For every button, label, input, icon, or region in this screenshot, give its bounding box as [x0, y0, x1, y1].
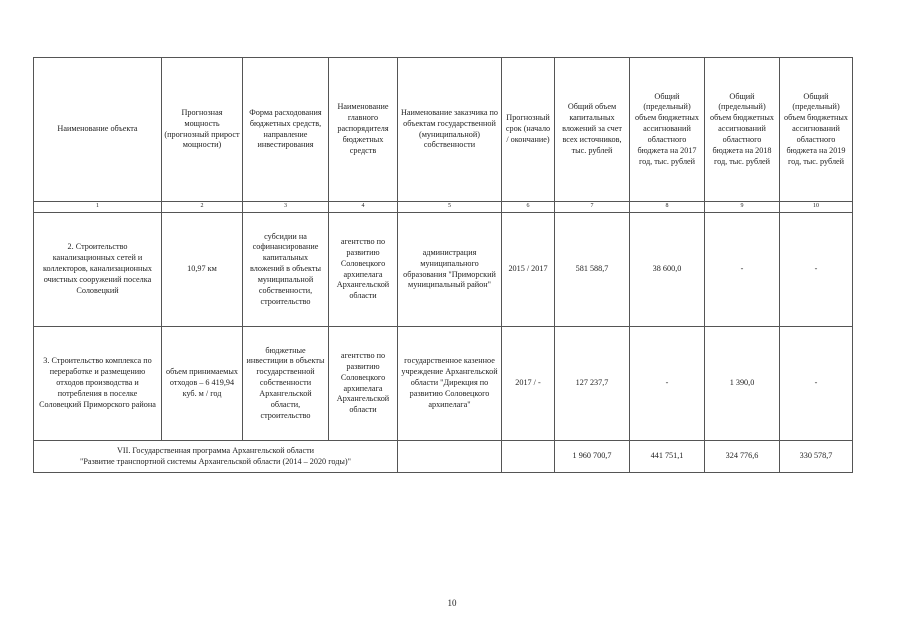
budget-2018-cell: 324 776,6 [705, 441, 780, 473]
total-investment-cell: 127 237,7 [555, 327, 630, 441]
program-title-line: VII. Государственная программа Архангельской области [116, 445, 315, 455]
column-number: 10 [780, 202, 853, 213]
column-number: 9 [705, 202, 780, 213]
header-cell: Наименование заказчика по объектам государственной (муниципальной) собственности [398, 58, 502, 202]
customer-cell: государственное казенное учреждение Архангельской области "Дирекция по развитию Соловецкого архипелага" [398, 327, 502, 441]
empty-cell [398, 441, 502, 473]
manager-cell: агентство по развитию Соловецкого архипелага Архангельской области [329, 327, 398, 441]
budget-2018-cell: 1 390,0 [705, 327, 780, 441]
program-title-cell [34, 441, 398, 473]
column-number: 1 [34, 202, 162, 213]
table-header-row [34, 58, 853, 202]
header-cell: Наименование объекта [34, 58, 162, 202]
manager-cell: агентство по развитию Соловецкого архипелага Архангельской области [329, 213, 398, 327]
column-number-row [34, 202, 853, 213]
program-total-row [34, 441, 853, 473]
funding-form-cell: бюджетные инвестиции в объекты государственной собственности Архангельской области, строительство [243, 327, 329, 441]
header-cell: Общий (предельный) объем бюджетных ассигнований областного бюджета на 2019 год, тыс. рублей [780, 58, 853, 202]
column-number: 2 [162, 202, 243, 213]
column-number: 6 [502, 202, 555, 213]
term-cell: 2017 / - [502, 327, 555, 441]
object-name-cell: 3. Строительство комплекса по переработке и размещению отходов производства и потребления в поселке Соловецкий Приморского района [34, 327, 162, 441]
column-number: 7 [555, 202, 630, 213]
column-number: 4 [329, 202, 398, 213]
table-row [34, 213, 853, 327]
budget-2019-cell: - [780, 327, 853, 441]
object-name-cell: 2. Строительство канализационных сетей и коллекторов, канализационных очистных сооружений поселка Соловецкий [34, 213, 162, 327]
header-cell: Общий (предельный) объем бюджетных ассигнований областного бюджета на 2017 год, тыс. рублей [630, 58, 705, 202]
total-investment-cell: 581 588,7 [555, 213, 630, 327]
capital-investment-table [33, 57, 853, 473]
column-number: 8 [630, 202, 705, 213]
term-cell: 2015 / 2017 [502, 213, 555, 327]
total-investment-cell: 1 960 700,7 [555, 441, 630, 473]
budget-2019-cell: 330 578,7 [780, 441, 853, 473]
column-number: 3 [243, 202, 329, 213]
budget-2017-cell: 441 751,1 [630, 441, 705, 473]
budget-2017-cell: - [630, 327, 705, 441]
capacity-cell: 10,97 км [162, 213, 243, 327]
header-cell: Прогнозная мощность (прогнозный прирост мощности) [162, 58, 243, 202]
header-cell: Прогнозный срок (начало / окончание) [502, 58, 555, 202]
column-number: 5 [398, 202, 502, 213]
budget-2018-cell: - [705, 213, 780, 327]
budget-2019-cell: - [780, 213, 853, 327]
table-row [34, 327, 853, 441]
page-number: 10 [447, 598, 457, 608]
customer-cell: администрация муниципального образования "Приморский муниципальный район" [398, 213, 502, 327]
header-cell: Наименование главного распорядителя бюджетных средств [329, 58, 398, 202]
header-cell: Общий (предельный) объем бюджетных ассигнований областного бюджета на 2018 год, тыс. рублей [705, 58, 780, 202]
funding-form-cell: субсидии на софинансирование капитальных вложений в объекты муниципальной собственности, строительство [243, 213, 329, 327]
empty-cell [502, 441, 555, 473]
header-cell: Форма расходования бюджетных средств, направление инвестирования [243, 58, 329, 202]
header-cell: Общий объем капитальных вложений за счет всех источников, тыс. рублей [555, 58, 630, 202]
program-title-line: "Развитие транспортной системы Архангельской области (2014 – 2020 годы)" [80, 456, 351, 466]
capacity-cell: объем принимаемых отходов – 6 419,94 куб. м / год [162, 327, 243, 441]
budget-2017-cell: 38 600,0 [630, 213, 705, 327]
